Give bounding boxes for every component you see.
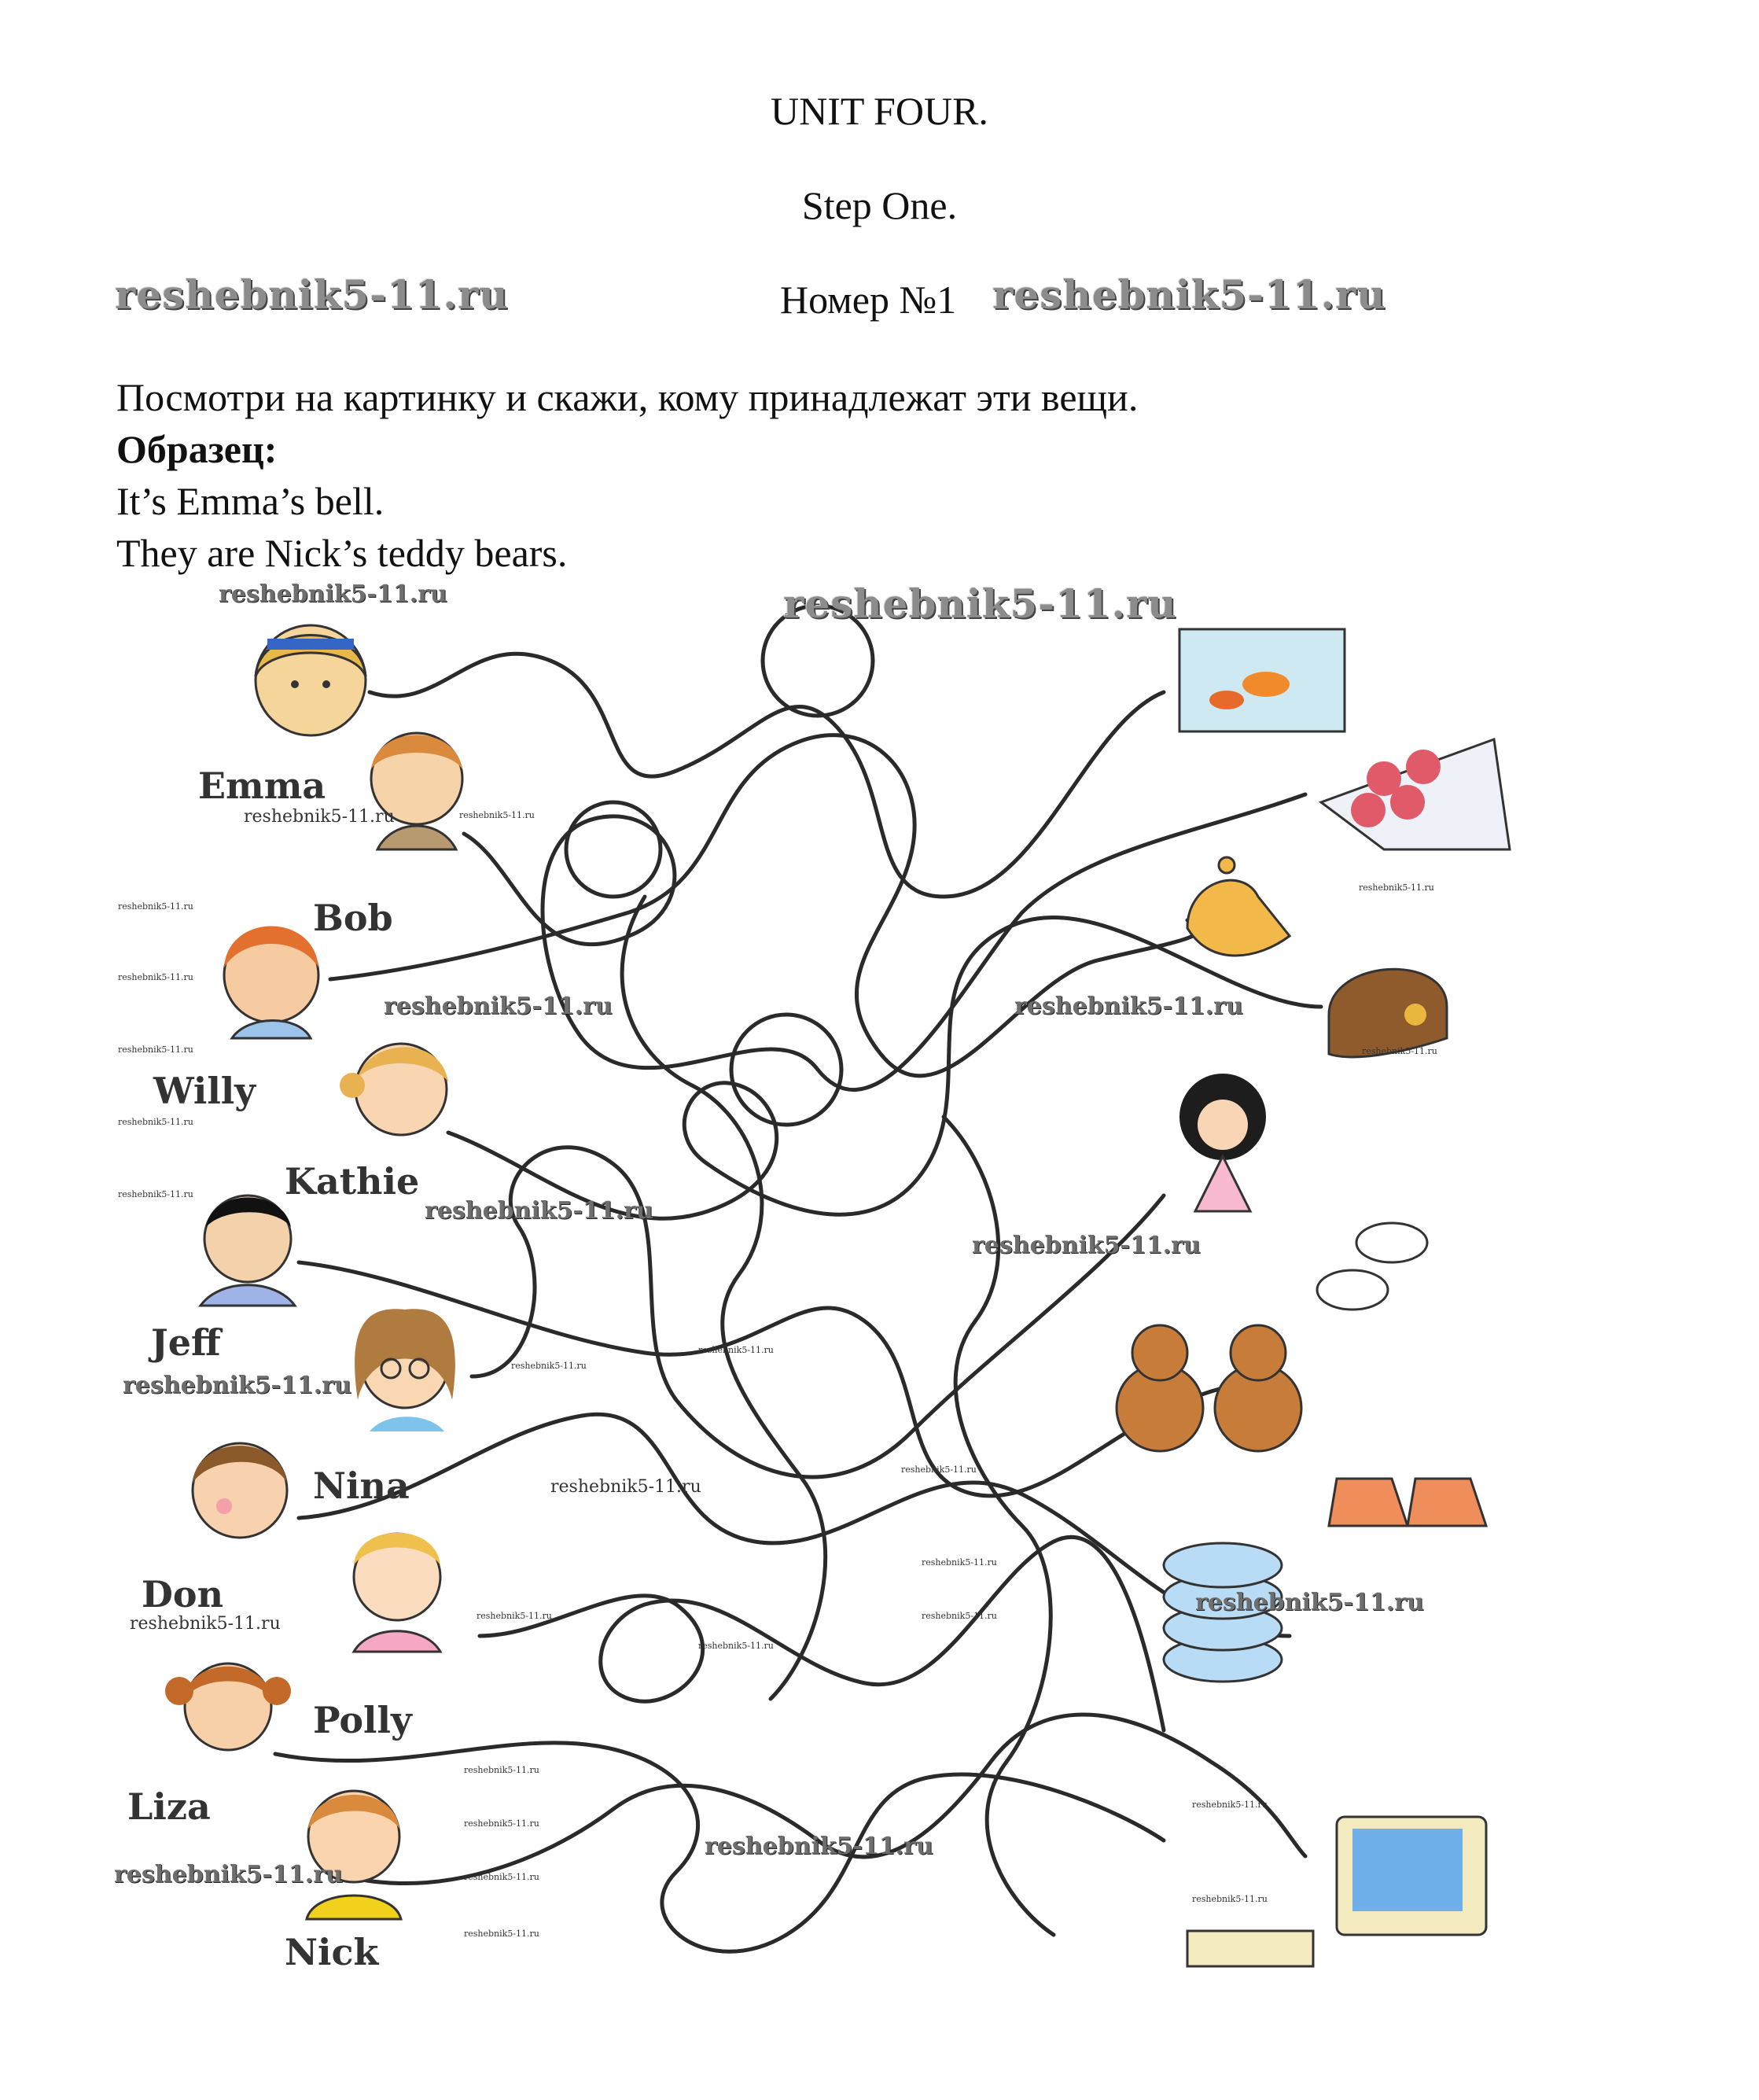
sample-label: Образец: — [116, 427, 278, 471]
person-name-nick: Nick — [285, 1931, 379, 1973]
teddy-bears-icon — [1117, 1325, 1301, 1451]
person-don — [193, 1443, 287, 1538]
watermark: reshebnik5-11.ru — [114, 1861, 343, 1888]
watermark: reshebnik5-11.ru — [244, 807, 395, 827]
watermark: reshebnik5-11.ru — [922, 1557, 997, 1568]
example-sentence: It’s Emma’s bell. — [116, 479, 385, 523]
flowers-icon — [1321, 739, 1510, 849]
watermark: reshebnik5-11.ru — [698, 1345, 774, 1355]
person-polly — [354, 1533, 440, 1652]
person-liza — [165, 1663, 291, 1750]
watermark: reshebnik5-11.ru — [118, 1117, 193, 1127]
person-kathie — [340, 1044, 448, 1135]
watermark: reshebnik5-11.ru — [972, 1232, 1201, 1259]
watermark: reshebnik5-11.ru — [464, 1765, 539, 1775]
person-name-jeff: Jeff — [151, 1321, 221, 1364]
person-name-kathie: Kathie — [285, 1160, 420, 1203]
watermark: reshebnik5-11.ru — [698, 1641, 774, 1651]
watermark: reshebnik5-11.ru — [550, 1477, 701, 1497]
watermark: reshebnik5-11.ru — [118, 1189, 193, 1199]
person-name-liza: Liza — [127, 1785, 211, 1828]
watermark: reshebnik5-11.ru — [118, 1044, 193, 1055]
watermark: reshebnik5-11.ru — [1192, 1894, 1268, 1904]
instruction: Посмотри на картинку и скажи, кому принадлежат эти вещи. — [116, 375, 1139, 419]
watermark: reshebnik5-11.ru — [115, 271, 509, 318]
watermark: reshebnik5-11.ru — [123, 1372, 351, 1399]
watermark: reshebnik5-11.ru — [118, 972, 193, 982]
watermark: reshebnik5-11.ru — [459, 810, 535, 820]
watermark: reshebnik5-11.ru — [783, 580, 1177, 627]
maze-line — [370, 654, 1164, 897]
watermark: reshebnik5-11.ru — [1359, 882, 1434, 893]
person-nina — [355, 1309, 455, 1431]
exercise-number: Номер №1 — [780, 278, 957, 322]
watermark: reshebnik5-11.ru — [901, 1464, 977, 1475]
person-willy — [224, 927, 318, 1039]
maze-loop — [731, 1015, 841, 1125]
person-name-nina: Nina — [313, 1464, 410, 1507]
person-name-willy: Willy — [153, 1070, 256, 1112]
computer-icon — [1187, 1817, 1486, 1966]
person-jeff — [201, 1196, 295, 1306]
watermark: reshebnik5-11.ru — [477, 1611, 552, 1621]
unit-title: UNIT FOUR. — [771, 89, 988, 133]
watermark: reshebnik5-11.ru — [425, 1197, 653, 1225]
person-emma — [256, 625, 366, 735]
watermark: reshebnik5-11.ru — [705, 1833, 933, 1860]
watermark: reshebnik5-11.ru — [219, 580, 447, 608]
doll-icon — [1179, 1074, 1266, 1211]
watermark: reshebnik5-11.ru — [384, 993, 613, 1020]
bell-icon — [1187, 857, 1290, 956]
maze-line — [448, 918, 1321, 1219]
mice-icon — [1317, 1223, 1427, 1310]
example-sentence: They are Nick’s teddy bears. — [116, 531, 568, 575]
watermark: reshebnik5-11.ru — [118, 901, 193, 912]
bag-icon — [1329, 969, 1447, 1057]
watermark: reshebnik5-11.ru — [1195, 1589, 1424, 1616]
watermark: reshebnik5-11.ru — [1192, 1800, 1268, 1810]
watermark: reshebnik5-11.ru — [464, 1929, 539, 1939]
watermark: reshebnik5-11.ru — [464, 1872, 539, 1882]
maze-line — [480, 1537, 1164, 1730]
watermark: reshebnik5-11.ru — [1362, 1046, 1437, 1056]
watermark: reshebnik5-11.ru — [992, 271, 1386, 318]
watermark: reshebnik5-11.ru — [511, 1361, 587, 1371]
person-name-emma: Emma — [198, 764, 326, 807]
person-name-bob: Bob — [313, 897, 393, 939]
step-title: Step One. — [801, 183, 958, 227]
watermark: reshebnik5-11.ru — [130, 1614, 281, 1634]
fish-tank-icon — [1179, 629, 1345, 731]
watermark: reshebnik5-11.ru — [1014, 993, 1243, 1020]
boots-icon — [1329, 1479, 1486, 1526]
watermark: reshebnik5-11.ru — [464, 1818, 539, 1829]
watermark: reshebnik5-11.ru — [922, 1611, 997, 1621]
person-name-don: Don — [142, 1573, 224, 1616]
person-bob — [371, 733, 462, 849]
person-name-polly: Polly — [313, 1699, 412, 1741]
person-nick — [307, 1791, 401, 1919]
